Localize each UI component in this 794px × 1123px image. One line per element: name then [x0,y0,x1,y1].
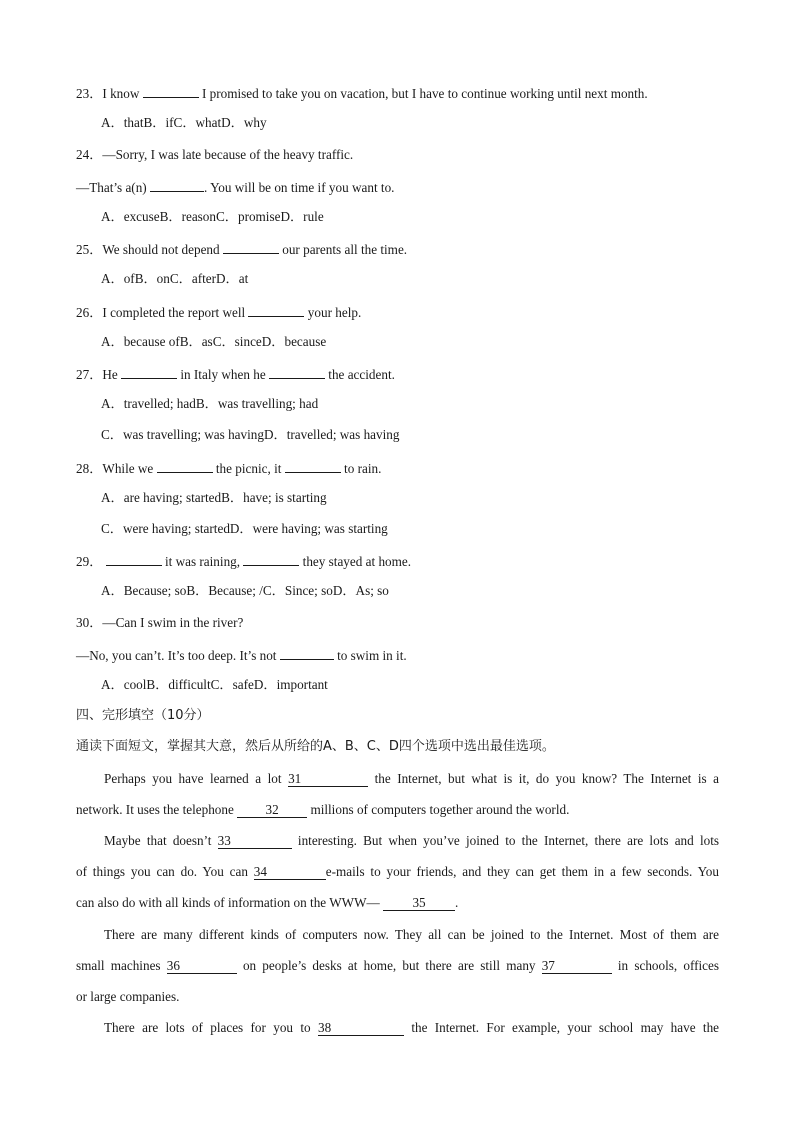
passage-line: There are lots of places for you to 38 the Internet. For example, your school may have the [104,1020,720,1035]
answer-blank [223,240,279,254]
blank-32: 32 [237,803,307,818]
question-23-options: A．thatB．ifC．whatD．why [101,115,267,130]
question-27-options-2: C．was travelling; was havingD．travelled; was having [101,427,400,442]
blank-31: 31 [288,772,368,787]
passage-line: small machines 36 on people’s desks at home, but there are still many 37 in schools, offices [76,958,720,973]
blank-38: 38 [318,1021,404,1036]
answer-blank [121,365,177,379]
question-29-options: A．Because; soB．Because; /C．Since; soD．As; so [101,583,389,598]
question-24-options: A．excuseB．reasonC．promiseD．rule [101,209,324,224]
blank-36: 36 [167,959,237,974]
passage-line: There are many different kinds of computers now. They all can be joined to the Internet. Most of them are [104,927,719,942]
passage-line: can also do with all kinds of information on the WWW— 35 . [76,895,459,910]
passage-line: Maybe that doesn’t 33 interesting. But when you’ve joined to the Internet, there are lots and lots [104,833,720,848]
blank-37: 37 [542,959,612,974]
section-title: 四、完形填空（10分） [76,708,210,723]
question-25: 25．We should not depend our parents all the time. [76,242,408,257]
question-30: 30．—Can I swim in the river? [76,615,244,630]
blank-34: 34 [254,865,326,880]
question-29: 29． it was raining, they stayed at home. [76,554,412,569]
question-28: 28．While we the picnic, it to rain. [76,461,382,476]
question-28-options: A．are having; startedB．have; is starting [101,490,327,505]
answer-blank [285,459,341,473]
blank-35: 35 [383,896,455,911]
answer-blank [280,646,334,660]
question-30-line-2: —No, you can’t. It’s too deep. It’s not to swim in it. [76,648,407,663]
passage-line: of things you can do. You can 34 e-mails to your friends, and they can get them in a few seconds. You [76,864,719,879]
answer-blank [150,178,204,192]
question-24: 24．—Sorry, I was late because of the heavy traffic. [76,147,354,162]
answer-blank [106,552,162,566]
question-28-options-2: C．were having; startedD．were having; was starting [101,521,388,536]
passage-line: or large companies. [76,989,180,1004]
passage-line: network. It uses the telephone 32 millions of computers together around the world. [76,802,570,817]
passage-line: Perhaps you have learned a lot 31 the Internet, but what is it, do you know? The Internet is a [104,771,720,786]
section-instruction: 通读下面短文，掌握其大意，然后从所给的A、B、C、D四个选项中选出最佳选项。 [76,739,555,754]
question-24-line-2: —That’s a(n) . You will be on time if you want to. [76,180,395,195]
question-27: 27．He in Italy when he the accident. [76,367,395,382]
blank-33: 33 [218,834,292,849]
question-30-options: A．coolB．difficultC．safeD．important [101,677,328,692]
answer-blank [243,552,299,566]
question-25-options: A．ofB．onC．afterD．at [101,271,249,286]
answer-blank [143,84,199,98]
question-26: 26．I completed the report well your help. [76,305,362,320]
question-26-options: A．because ofB．asC．sinceD．because [101,334,327,349]
answer-blank [269,365,325,379]
answer-blank [248,303,304,317]
question-27-options: A．travelled; hadB．was travelling; had [101,396,319,411]
answer-blank [157,459,213,473]
question-23: 23．I know I promised to take you on vacation, but I have to continue working until next month. [76,86,648,101]
